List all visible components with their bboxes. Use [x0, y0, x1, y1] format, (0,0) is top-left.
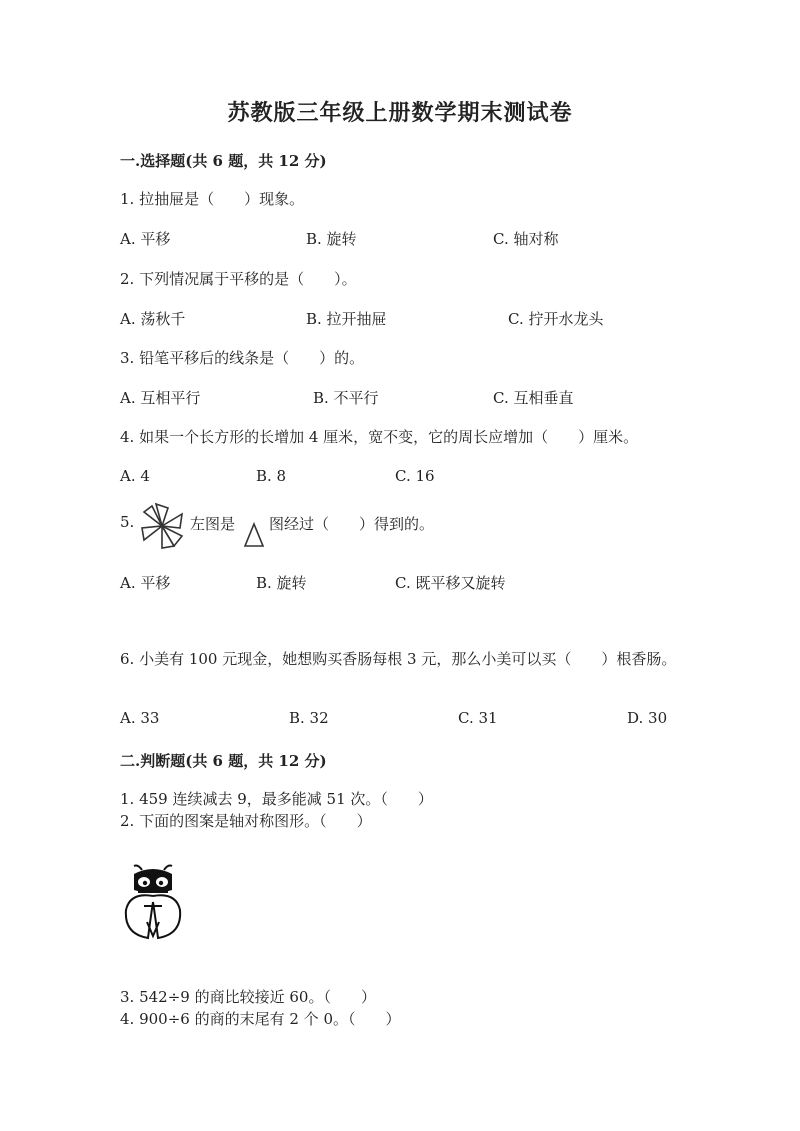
q1-option-b: B. 旋转	[306, 230, 357, 248]
triangle-figure	[243, 522, 265, 548]
q1-option-a: A. 平移	[120, 230, 171, 248]
q6-option-c: C. 31	[458, 709, 498, 727]
q4-option-a: A. 4	[120, 467, 150, 485]
question-1: 1. 拉抽屉是（ ）现象。	[120, 190, 305, 208]
insect-figure	[120, 862, 186, 944]
question-5-number: 5.	[120, 513, 135, 531]
question-5-right-text: 图经过（ ）得到的。	[269, 515, 435, 533]
q2-option-c: C. 拧开水龙头	[508, 310, 604, 328]
q4-option-b: B. 8	[256, 467, 287, 485]
judgement-3: 3. 542÷9 的商比较接近 60。（ ）	[120, 988, 376, 1006]
q3-option-c: C. 互相垂直	[493, 389, 574, 407]
q5-option-a: A. 平移	[120, 574, 171, 592]
q3-option-b: B. 不平行	[313, 389, 379, 407]
section-heading-judgement: 二.判断题(共 6 题，共 12 分)	[120, 752, 327, 770]
q6-option-a: A. 33	[120, 709, 160, 727]
question-5-left-text: 左图是	[190, 515, 236, 533]
question-2: 2. 下列情况属于平移的是（ ）。	[120, 270, 357, 288]
q5-option-c: C. 既平移又旋转	[395, 574, 506, 592]
question-3: 3. 铅笔平移后的线条是（ ）的。	[120, 349, 365, 367]
q6-option-b: B. 32	[289, 709, 329, 727]
q1-option-c: C. 轴对称	[493, 230, 559, 248]
judgement-4: 4. 900÷6 的商的末尾有 2 个 0。（ ）	[120, 1010, 401, 1028]
q3-option-a: A. 互相平行	[120, 389, 201, 407]
judgement-1: 1. 459 连续减去 9，最多能减 51 次。（ ）	[120, 790, 433, 808]
question-4: 4. 如果一个长方形的长增加 4 厘米，宽不变，它的周长应增加（ ）厘米。	[120, 428, 639, 446]
question-6: 6. 小美有 100 元现金，她想购买香肠每根 3 元，那么小美可以买（ ）根香肠。	[120, 650, 677, 668]
pinwheel-figure	[138, 500, 186, 552]
q4-option-c: C. 16	[395, 467, 435, 485]
judgement-2: 2. 下面的图案是轴对称图形。（ ）	[120, 812, 372, 830]
q6-option-d: D. 30	[627, 709, 668, 727]
page-title: 苏教版三年级上册数学期末测试卷	[227, 100, 573, 126]
section-heading-choice: 一.选择题(共 6 题，共 12 分)	[120, 152, 327, 170]
q2-option-b: B. 拉开抽屉	[306, 310, 387, 328]
q5-option-b: B. 旋转	[256, 574, 307, 592]
q2-option-a: A. 荡秋千	[120, 310, 186, 328]
